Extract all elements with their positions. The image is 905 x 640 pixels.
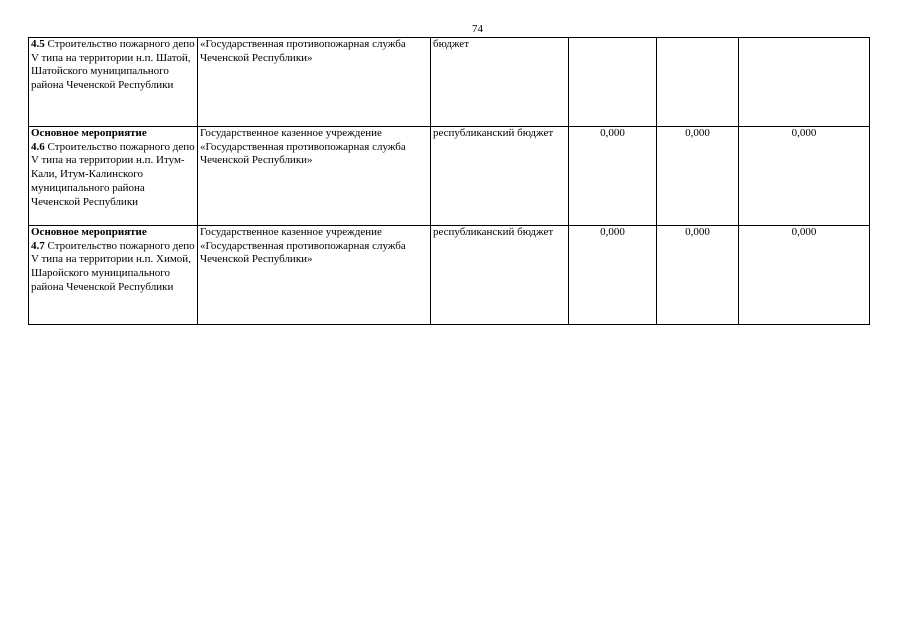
table-row [29, 38, 870, 127]
value-cell [739, 38, 870, 127]
activities-table [28, 37, 870, 325]
value-cell: 0,000 [569, 127, 657, 226]
page-number: 74 [472, 23, 483, 35]
activity-text: Строительство пожарного депо V типа на территории н.п. Химой, Шаройского муниципального района Чеченской Республики [31, 239, 195, 293]
value-cell: 0,000 [657, 226, 739, 325]
table-row [29, 127, 870, 226]
activity-text: Строительство пожарного депо V типа на территории н.п. Итум-Кали, Итум-Калинского муниципального района Чеченской Республики [31, 140, 195, 208]
activity-cell [29, 127, 198, 226]
value-cell: 0,000 [569, 226, 657, 325]
activity-code: 4.6 [31, 140, 45, 153]
funding-source-cell: бюджет [431, 38, 569, 127]
activity-cell [29, 38, 198, 127]
activity-code: 4.5 [31, 38, 45, 50]
value-cell: 0,000 [657, 127, 739, 226]
activity-code: 4.7 [31, 239, 45, 252]
value-cell: 0,000 [739, 127, 870, 226]
table-row [29, 226, 870, 325]
activity-text: Строительство пожарного депо V типа на территории н.п. Шатой, Шатойского муниципального района Чеченской Республики [31, 38, 195, 92]
funding-source-cell: республиканский бюджет [431, 226, 569, 325]
value-cell [657, 38, 739, 127]
activity-prefix: Основное мероприятие [31, 226, 147, 238]
executor-cell: Государственное казенное учреждение «Государственная противопожарная служба Чеченской Республики» [198, 226, 431, 325]
executor-cell: «Государственная противопожарная служба Чеченской Республики» [198, 38, 431, 127]
executor-cell: Государственное казенное учреждение «Государственная противопожарная служба Чеченской Республики» [198, 127, 431, 226]
value-cell [569, 38, 657, 127]
funding-source-cell: республиканский бюджет [431, 127, 569, 226]
activity-cell [29, 226, 198, 325]
value-cell: 0,000 [739, 226, 870, 325]
activity-prefix: Основное мероприятие [31, 127, 147, 139]
